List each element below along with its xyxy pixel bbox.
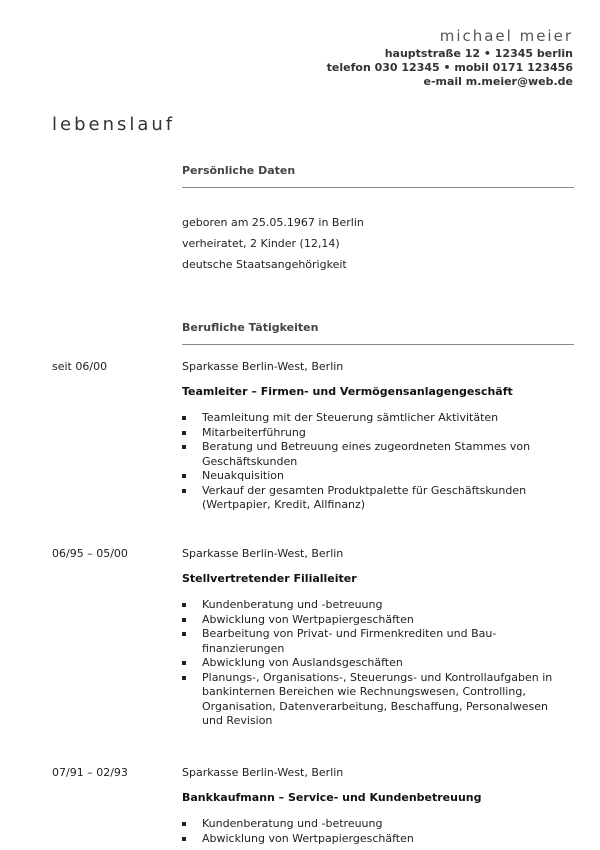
personal-data xyxy=(182,212,364,275)
family-line: verheiratet, 2 Kinder (12,14) xyxy=(182,237,340,250)
bullet-icon xyxy=(182,474,186,478)
contact-header xyxy=(327,27,573,89)
task-list xyxy=(182,598,567,729)
bullet-icon xyxy=(182,661,186,665)
section-heading-career: Berufliche Tätigkeiten xyxy=(182,321,574,345)
birth-line: geboren am 25.05.1967 in Berlin xyxy=(182,216,364,229)
entry-role: Teamleiter – Firmen- und Vermögensanlagengeschäft xyxy=(182,385,513,398)
task-text: Kundenberatung und -betreuung xyxy=(202,817,383,830)
task-text: Verkauf der gesamten Produktpalette für Geschäftskunden (Wertpapier, Kredit, Allfinanz) xyxy=(202,483,527,511)
email-line: e-mail m.meier@web.de xyxy=(423,75,573,88)
task-list xyxy=(182,817,567,846)
entry-date: 06/95 – 05/00 xyxy=(52,547,128,560)
bullet-icon xyxy=(182,618,186,622)
task-item xyxy=(182,411,567,426)
entry-company: Sparkasse Berlin-West, Berlin xyxy=(182,766,344,779)
entry-company: Sparkasse Berlin-West, Berlin xyxy=(182,547,344,560)
bullet-icon xyxy=(182,603,186,607)
bullet-icon xyxy=(182,489,186,493)
entry-body xyxy=(182,547,567,729)
bullet-icon xyxy=(182,822,186,826)
task-item xyxy=(182,484,567,513)
task-list xyxy=(182,411,567,513)
task-text: Abwicklung von Auslandsgeschäften xyxy=(202,656,403,669)
task-text: Abwicklung von Wertpapiergeschäften xyxy=(202,831,414,845)
entry-role: Bankkaufmann – Service- und Kundenbetreuung xyxy=(182,791,482,804)
task-text: Teamleitung mit der Steuerung sämtlicher Aktivitäten xyxy=(202,411,499,424)
task-item xyxy=(182,598,567,613)
task-text: Beratung und Betreuung eines zugeordneten Stammes von Geschäftskunden xyxy=(202,440,531,468)
task-item xyxy=(182,469,567,484)
bullet-icon xyxy=(182,632,186,636)
entry-date: 07/91 – 02/93 xyxy=(52,766,128,779)
person-name: michael meier xyxy=(439,27,573,45)
task-item xyxy=(182,627,567,656)
nationality-line: deutsche Staatsangehörigkeit xyxy=(182,258,347,271)
task-item xyxy=(182,426,567,441)
entry-body xyxy=(182,360,567,513)
document-title: lebenslauf xyxy=(52,114,176,135)
entry-role: Stellvertretender Filialleiter xyxy=(182,572,357,585)
task-item xyxy=(182,671,567,729)
task-item xyxy=(182,656,567,671)
task-item xyxy=(182,817,567,832)
task-text: Kundenberatung und -betreuung xyxy=(202,598,383,611)
bullet-icon xyxy=(182,416,186,420)
task-item xyxy=(182,613,567,628)
task-text: Mitarbeiterführung xyxy=(202,425,306,439)
section-heading-personal: Persönliche Daten xyxy=(182,164,574,188)
task-item xyxy=(182,440,567,469)
task-item xyxy=(182,832,567,847)
address: hauptstraße 12 • 12345 berlin xyxy=(384,47,573,60)
entry-date: seit 06/00 xyxy=(52,360,108,373)
bullet-icon xyxy=(182,837,186,841)
bullet-icon xyxy=(182,445,186,449)
task-text: Bearbeitung von Privat- und Firmenkrediten und Bau-finanzierungen xyxy=(202,627,497,655)
task-text: Planungs-, Organisations-, Steuerungs- und Kontrollaufgaben in bankinternen Bereichen wie Rechnungswesen, Controlling, Organisation, Datenverarbeitung, Beschaffung, Personalwesen und Revision xyxy=(202,670,553,727)
task-text: Abwicklung von Wertpapiergeschäften xyxy=(202,612,414,626)
task-text: Neuakquisition xyxy=(202,469,284,482)
entry-body xyxy=(182,766,567,846)
phone-line: telefon 030 12345 • mobil 0171 123456 xyxy=(326,61,573,74)
bullet-icon xyxy=(182,431,186,435)
bullet-icon xyxy=(182,676,186,680)
entry-company: Sparkasse Berlin-West, Berlin xyxy=(182,360,344,373)
